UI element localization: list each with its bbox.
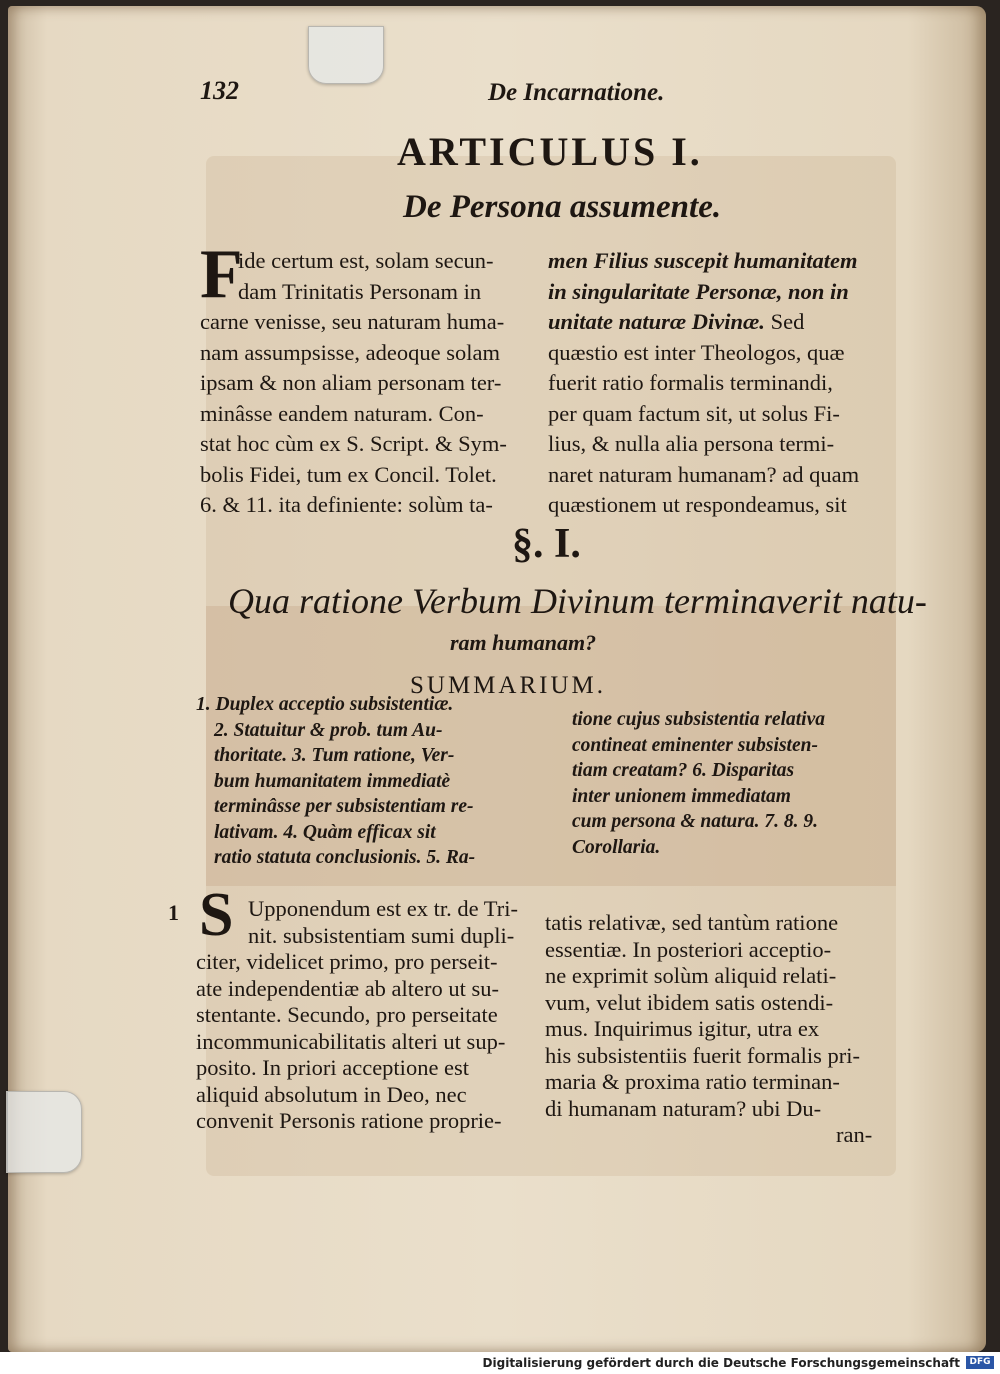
text-line: tatis relativæ, sed tantùm ratione bbox=[545, 910, 839, 935]
text-line: quæstionem ut respondeamus, sit bbox=[548, 492, 847, 517]
text-line: aliquid absolutum in Deo, nec bbox=[196, 1081, 467, 1107]
clip-tab-top bbox=[308, 26, 384, 84]
text-line: convenit Personis ratione proprie- bbox=[196, 1108, 502, 1133]
text-line: unitate naturæ Divinæ. Sed bbox=[548, 309, 805, 334]
text-line: 2. Statuitur & prob. tum Au- bbox=[214, 719, 443, 741]
text-line: 6. & 11. ita definiente: solùm ta- bbox=[200, 492, 493, 517]
text-line: carne venisse, seu naturam huma- bbox=[200, 309, 505, 334]
margin-number: 1 bbox=[168, 900, 179, 925]
text-line: incommunicabilitatis alteri ut sup- bbox=[196, 1028, 506, 1054]
text-line: quæstio est inter Theologos, quæ bbox=[548, 339, 845, 365]
text-line: his subsistentiis fuerit formalis pri- bbox=[545, 1042, 860, 1068]
text-line: tione cujus subsistentia relativa bbox=[572, 709, 825, 730]
article-title: ARTICULUS I. bbox=[397, 129, 703, 174]
text-line: bum humanitatem immediatè bbox=[214, 770, 451, 792]
drop-cap: F bbox=[200, 236, 243, 313]
text-line: ratio statuta conclusionis. 5. Ra- bbox=[214, 847, 476, 868]
text-line: Upponendum est ex tr. de Tri- bbox=[248, 896, 518, 921]
text-line: lius, & nulla alia persona termi- bbox=[548, 431, 835, 456]
running-head: De Incarnatione. bbox=[488, 79, 665, 106]
text-line: di humanam naturam? ubi Du- bbox=[545, 1095, 822, 1121]
text-line: dam Trinitatis Personam in bbox=[238, 278, 482, 304]
text-line: ne exprimit solùm aliquid relati- bbox=[545, 963, 837, 988]
section-mark: §. I. bbox=[512, 521, 581, 567]
text-line: in singularitate Personæ, non in bbox=[548, 278, 849, 304]
summary-title: SUMMARIUM. bbox=[410, 672, 607, 699]
text-line: mus. Inquirimus igitur, utra ex bbox=[545, 1016, 820, 1041]
text-line: terminâsse per subsistentiam re- bbox=[214, 796, 474, 817]
text-line: men Filius suscepit humanitatem bbox=[548, 248, 858, 273]
article-subtitle: De Persona assumente. bbox=[403, 189, 722, 225]
text-line: minâsse eandem naturam. Con- bbox=[200, 400, 484, 426]
section-question-line1: Qua ratione Verbum Divinum terminaverit natu- bbox=[228, 581, 927, 621]
text-line: posito. In priori acceptione est bbox=[196, 1055, 470, 1080]
text-line: stentante. Secundo, pro perseitate bbox=[196, 1002, 498, 1027]
text-line: ipsam & non aliam personam ter- bbox=[200, 370, 502, 395]
text-line: bolis Fidei, tum ex Concil. Tolet. bbox=[200, 461, 497, 487]
text-line: per quam factum sit, ut solus Fi- bbox=[548, 400, 840, 426]
text-line: ran- bbox=[836, 1122, 873, 1147]
clip-tab-left bbox=[6, 1091, 82, 1173]
text-line: inter unionem immediatam bbox=[572, 785, 791, 807]
text-line: citer, videlicet primo, pro perseit- bbox=[196, 949, 498, 974]
text-line: essentiæ. In posteriori acceptio- bbox=[545, 936, 832, 962]
text-line: fuerit ratio formalis terminandi, bbox=[548, 370, 833, 395]
page-number: 132 bbox=[200, 76, 239, 105]
text-line: vum, velut ibidem satis ostendi- bbox=[545, 989, 834, 1015]
text-line: cum persona & natura. 7. 8. 9. bbox=[572, 811, 818, 832]
drop-cap: S bbox=[199, 881, 234, 949]
text-line: Corollaria. bbox=[572, 836, 661, 858]
footer-credit: Digitalisierung gefördert durch die Deutsche Forschungsgemeinschaft bbox=[482, 1356, 960, 1370]
text-line: stat hoc cùm ex S. Script. & Sym- bbox=[200, 431, 507, 456]
text-line: thoritate. 3. Tum ratione, Ver- bbox=[214, 745, 455, 766]
section-question-line2: ram humanam? bbox=[450, 630, 597, 655]
text-line: contineat eminenter subsisten- bbox=[572, 734, 818, 756]
dfg-logo: DFG bbox=[966, 1356, 994, 1369]
text-line: nit. subsistentiam sumi dupli- bbox=[248, 922, 515, 948]
digitization-footer bbox=[0, 1352, 1000, 1374]
text-line: tiam creatam? 6. Disparitas bbox=[572, 760, 795, 781]
text-line: nam assumpsisse, adeoque solam bbox=[200, 339, 500, 365]
text-line: ate independentiæ ab altero ut su- bbox=[196, 975, 500, 1001]
text-line: lativam. 4. Quàm efficax sit bbox=[214, 821, 436, 843]
text-line: 1. Duplex acceptio subsistentiæ. bbox=[196, 694, 454, 715]
text-line: naret naturam humanam? ad quam bbox=[548, 461, 860, 487]
text-line: maria & proxima ratio terminan- bbox=[545, 1069, 840, 1094]
text-line: ide certum est, solam secun- bbox=[238, 248, 494, 273]
